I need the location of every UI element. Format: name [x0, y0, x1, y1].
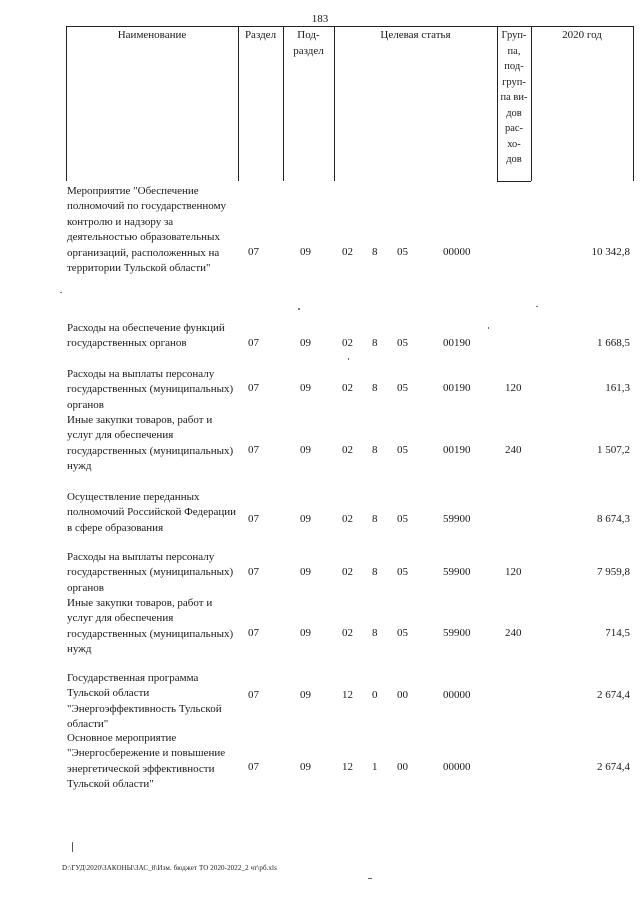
scan-speck — [298, 308, 300, 310]
row-cs-direction: 59900 — [443, 513, 471, 525]
row-cs-program: 02 — [342, 444, 353, 456]
row-name: Иные закупки товаров, работ и услуг для обеспечения государственных (муниципальных) нужд — [67, 597, 234, 656]
row-cs-direction: 59900 — [443, 627, 471, 639]
header-name: Наименование — [117, 29, 187, 41]
row-cs-event: 05 — [397, 444, 408, 456]
row-amount: 714,5 — [605, 627, 630, 639]
row-cs-event: 05 — [397, 627, 408, 639]
row-cs-direction: 00000 — [443, 246, 471, 258]
row-razdel: 07 — [248, 761, 259, 773]
header-divider — [334, 26, 335, 181]
row-cs-subprogram: 1 — [372, 761, 378, 773]
header-divider — [238, 26, 239, 181]
row-podrazdel: 09 — [300, 382, 311, 394]
row-name: Иные закупки товаров, работ и услуг для обеспечения государственных (муниципальных) нужд — [67, 414, 234, 473]
page-number: 183 — [311, 13, 329, 25]
row-razdel: 07 — [248, 566, 259, 578]
row-name: Мероприятие "Обеспечение полномочий по государственному контролю и надзору за деятельностью образовательных организаций, расположенных на территории Тульской области" — [67, 185, 227, 275]
row-amount: 10 342,8 — [591, 246, 630, 258]
row-podrazdel: 09 — [300, 246, 311, 258]
header-target-article: Целевая статья — [380, 29, 451, 41]
row-cs-program: 02 — [342, 627, 353, 639]
row-razdel: 07 — [248, 382, 259, 394]
row-name: Расходы на выплаты персоналу государственных (муниципальных) органов — [67, 551, 234, 594]
row-cs-direction: 00000 — [443, 761, 471, 773]
row-cs-event: 00 — [397, 689, 408, 701]
row-cs-subprogram: 8 — [372, 337, 378, 349]
header-top-border — [66, 26, 634, 27]
row-amount: 7 959,8 — [597, 566, 630, 578]
row-podrazdel: 09 — [300, 513, 311, 525]
scan-speck — [60, 292, 62, 293]
footer-file-path: D:\ГУД\2020\ЗАКОНЫ\ЗАС_8\Изм. бюджет ТО 2020-2022_2 чт\рб.xls — [62, 864, 277, 872]
row-podrazdel: 09 — [300, 761, 311, 773]
row-group: 240 — [505, 627, 522, 639]
row-razdel: 07 — [248, 444, 259, 456]
row-razdel: 07 — [248, 627, 259, 639]
row-amount: 8 674,3 — [597, 513, 630, 525]
row-group: 120 — [505, 566, 522, 578]
row-amount: 161,3 — [605, 382, 630, 394]
row-cs-event: 05 — [397, 513, 408, 525]
row-cs-program: 02 — [342, 513, 353, 525]
row-cs-event: 05 — [397, 382, 408, 394]
row-cs-program: 12 — [342, 689, 353, 701]
row-cs-subprogram: 8 — [372, 566, 378, 578]
row-cs-direction: 00190 — [443, 444, 471, 456]
row-podrazdel: 09 — [300, 337, 311, 349]
row-cs-subprogram: 8 — [372, 627, 378, 639]
row-cs-subprogram: 0 — [372, 689, 378, 701]
row-amount: 1 668,5 — [597, 337, 630, 349]
row-podrazdel: 09 — [300, 689, 311, 701]
row-cs-program: 02 — [342, 566, 353, 578]
row-amount: 2 674,4 — [597, 689, 630, 701]
row-cs-program: 02 — [342, 382, 353, 394]
row-name: Государственная программа Тульской области "Энергоэффективность Тульской области" — [67, 672, 222, 731]
row-group: 120 — [505, 382, 522, 394]
scan-speck — [488, 327, 489, 329]
header-year: 2020 год — [562, 29, 602, 41]
header-subsection: Под- раздел — [293, 29, 324, 57]
row-podrazdel: 09 — [300, 444, 311, 456]
row-cs-program: 02 — [342, 337, 353, 349]
scan-speck — [368, 878, 372, 879]
row-name: Основное мероприятие "Энергосбережение и повышение энергетической эффективности Тульской области" — [67, 732, 226, 791]
row-razdel: 07 — [248, 513, 259, 525]
row-razdel: 07 — [248, 337, 259, 349]
row-name: Расходы на выплаты персоналу государственных (муниципальных) органов — [67, 368, 234, 411]
row-cs-subprogram: 8 — [372, 382, 378, 394]
row-cs-subprogram: 8 — [372, 246, 378, 258]
header-expense-group: Груп- па, под- груп- па ви- дов рас- хо- дов — [500, 30, 528, 165]
row-name: Расходы на обеспечение функций государственных органов — [67, 322, 225, 350]
row-cs-event: 05 — [397, 566, 408, 578]
row-razdel: 07 — [248, 689, 259, 701]
row-cs-direction: 59900 — [443, 566, 471, 578]
row-cs-event: 05 — [397, 337, 408, 349]
row-cs-subprogram: 8 — [372, 444, 378, 456]
row-podrazdel: 09 — [300, 627, 311, 639]
row-amount: 2 674,4 — [597, 761, 630, 773]
row-cs-direction: 00190 — [443, 382, 471, 394]
row-razdel: 07 — [248, 246, 259, 258]
row-group: 240 — [505, 444, 522, 456]
row-cs-event: 00 — [397, 761, 408, 773]
row-name: Осуществление переданных полномочий Российской Федерации в сфере образования — [67, 491, 237, 534]
row-cs-event: 05 — [397, 246, 408, 258]
header-divider — [531, 26, 532, 181]
header-section: Раздел — [244, 29, 277, 41]
header-divider — [66, 26, 67, 181]
scan-speck — [348, 358, 349, 360]
row-podrazdel: 09 — [300, 566, 311, 578]
row-cs-program: 02 — [342, 246, 353, 258]
row-cs-direction: 00190 — [443, 337, 471, 349]
row-amount: 1 507,2 — [597, 444, 630, 456]
scan-speck — [536, 306, 538, 307]
header-divider — [633, 26, 634, 181]
row-cs-subprogram: 8 — [372, 513, 378, 525]
row-cs-direction: 00000 — [443, 689, 471, 701]
scan-speck — [72, 842, 73, 852]
row-cs-program: 12 — [342, 761, 353, 773]
header-group-bottom-border — [497, 181, 531, 182]
